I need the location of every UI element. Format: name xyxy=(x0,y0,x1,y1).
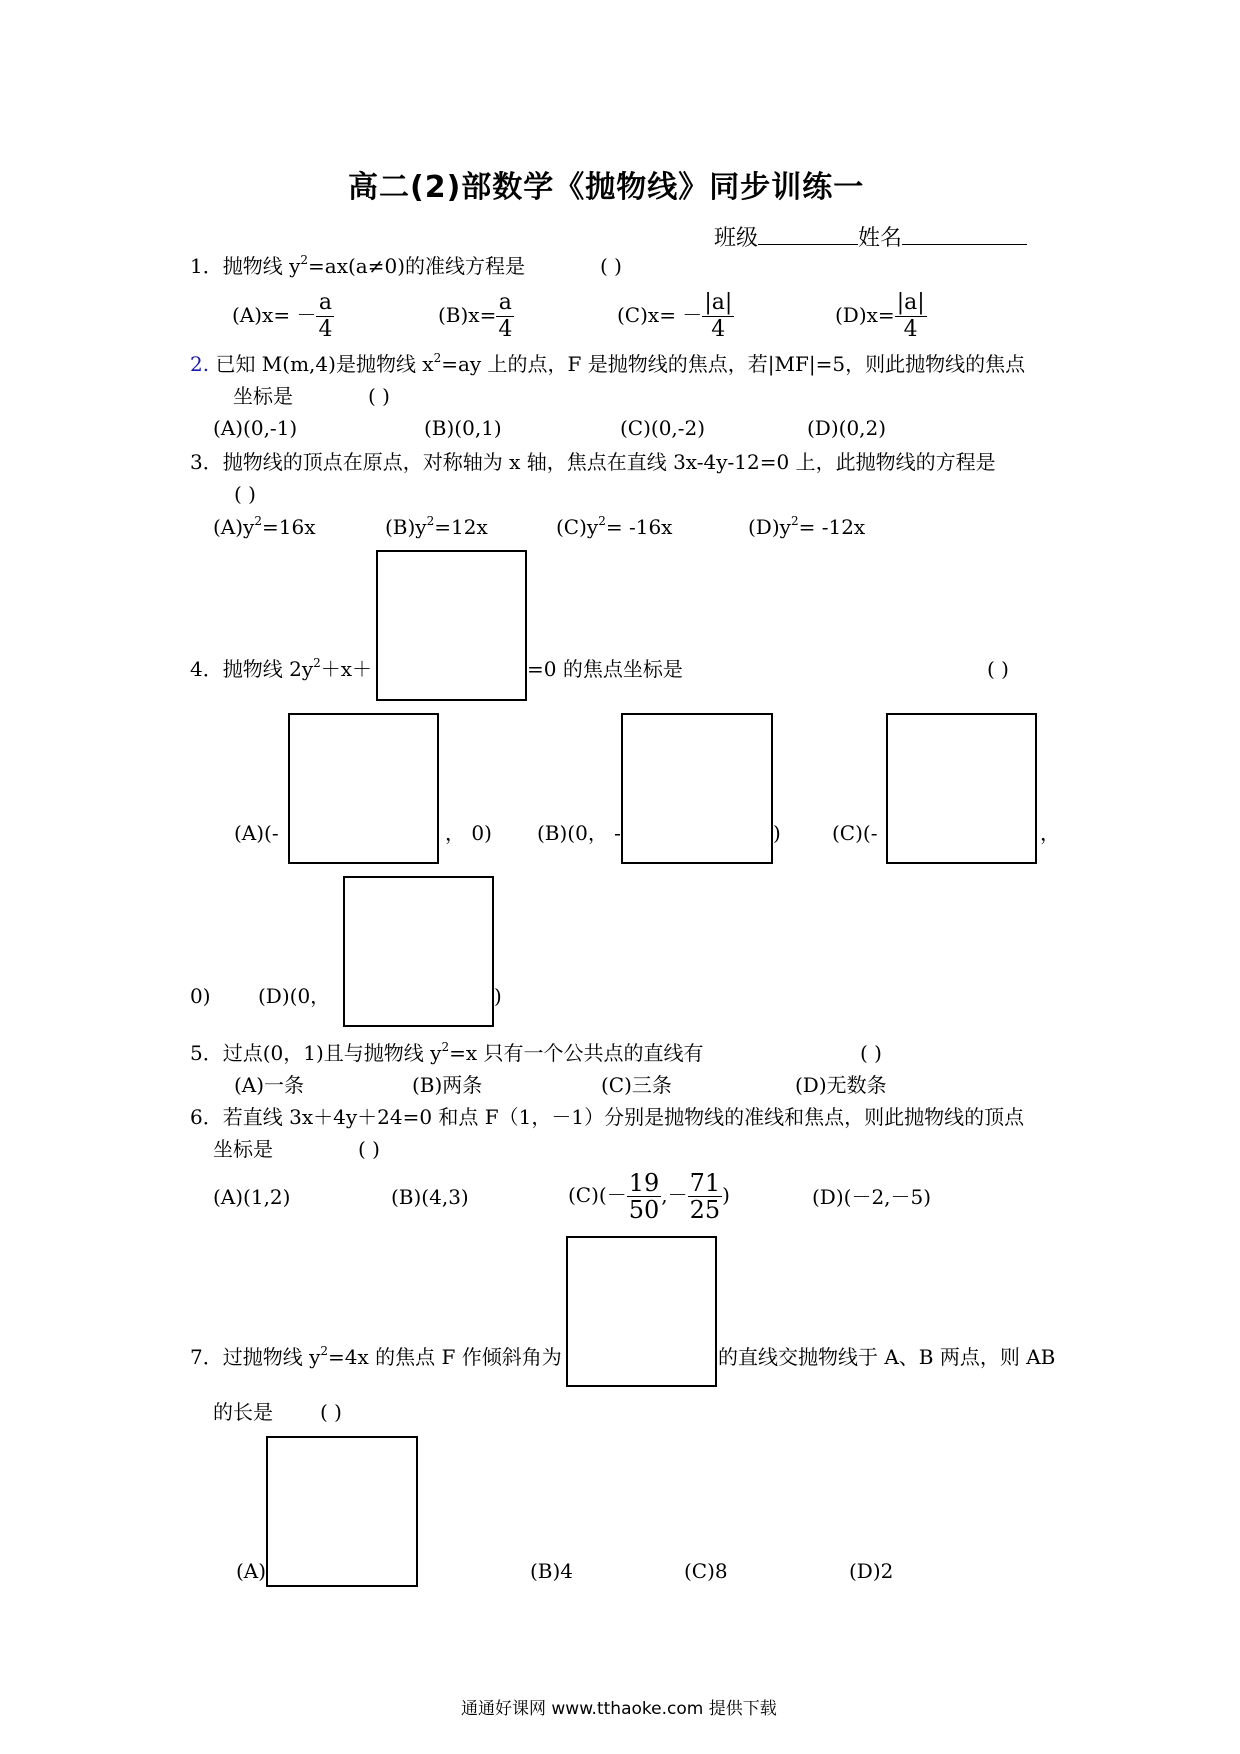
q7-option-c[interactable]: (C)8 xyxy=(684,1559,728,1583)
q3-option-b[interactable]: $(B)y^2=12x$ xyxy=(385,514,488,539)
q4-option-b-suffix: ) xyxy=(773,821,781,845)
q4-option-d-prefix[interactable]: (D)(0， xyxy=(258,984,331,1008)
question-1-stem: 1．抛物线 $y^2=ax(a\ne 0)$的准线方程是 xyxy=(190,253,526,278)
fraction: $\frac{|a|}{4}$ xyxy=(704,290,733,342)
placeholder-box xyxy=(343,876,494,1027)
fraction: $\frac{a}{4}$ xyxy=(498,290,513,342)
fraction: $\frac{19}{50}$ xyxy=(628,1169,660,1224)
question-number: 5． xyxy=(190,1041,223,1065)
question-number: 2. xyxy=(190,352,210,376)
name-label: 姓名 xyxy=(858,226,903,251)
question-6-stem: 6．若直线 3x＋4y＋24=0 和点 F（1，－1）分别是抛物线的准线和焦点，则此抛物线的顶点 xyxy=(190,1105,1025,1129)
q7-option-b[interactable]: (B)4 xyxy=(530,1559,574,1583)
class-blank[interactable] xyxy=(758,222,858,245)
q1-option-c[interactable]: (C)x= － $\frac{|a|}{4}$ xyxy=(617,290,733,342)
placeholder-box xyxy=(266,1436,418,1587)
answer-paren: ( ) xyxy=(600,254,622,278)
q6-option-c[interactable]: (C)(－ $\frac{19}{50}$ ,－ $\frac{71}{25}$ ) xyxy=(568,1169,730,1224)
q3-option-c[interactable]: $(C)y^2= -16x$ xyxy=(556,514,673,539)
q6-option-d[interactable]: (D)(－2,－5) xyxy=(812,1185,932,1209)
question-3-stem: 3．抛物线的顶点在原点，对称轴为 x 轴，焦点在直线 3x-4y-12=0 上，此抛物线的方程是 xyxy=(190,450,996,474)
q4-option-c-tail: 0) xyxy=(190,984,211,1008)
name-blank[interactable] xyxy=(902,222,1027,245)
question-7-stem: 7．过抛物线 $y^2=4x$ 的焦点 F 作倾斜角为 xyxy=(190,1344,562,1369)
fraction: $\frac{a}{4}$ xyxy=(318,290,333,342)
q1-option-a[interactable]: (A)x= － $\frac{a}{4}$ xyxy=(232,290,333,342)
q4-option-b-prefix[interactable]: (B)(0， - xyxy=(537,821,621,845)
answer-paren: ( ) xyxy=(358,1137,380,1161)
placeholder-box xyxy=(886,713,1037,864)
question-6-stem-line2: 坐标是 xyxy=(213,1137,273,1161)
q3-option-a[interactable]: $(A)y^2=16x$ xyxy=(213,514,316,539)
q4-option-d-suffix: ) xyxy=(494,984,502,1008)
answer-paren: ( ) xyxy=(320,1400,342,1424)
placeholder-box xyxy=(288,713,439,864)
question-number: 6． xyxy=(190,1105,223,1129)
q2-option-c[interactable]: (C)(0,-2) xyxy=(620,416,706,440)
q4-option-a-prefix[interactable]: (A)(- xyxy=(234,821,279,845)
answer-paren: ( ) xyxy=(987,657,1009,681)
q7-option-d[interactable]: (D)2 xyxy=(849,1559,894,1583)
page-title: 高二(2)部数学《抛物线》同步训练一 xyxy=(348,170,865,205)
q5-option-d[interactable]: (D)无数条 xyxy=(795,1073,887,1097)
answer-paren: ( ) xyxy=(860,1041,882,1065)
answer-paren: ( ) xyxy=(368,384,390,408)
q2-option-a[interactable]: (A)(0,-1) xyxy=(213,416,298,440)
question-number: 7． xyxy=(190,1345,223,1369)
placeholder-box xyxy=(621,713,773,864)
question-4-stem: 4．抛物线 $2y^2+x+$ xyxy=(190,656,373,681)
question-2-stem-line2: 坐标是 xyxy=(233,384,293,408)
question-4-stem-tail: =0 的焦点坐标是 xyxy=(527,657,683,681)
class-name-line xyxy=(714,222,1027,250)
q1-option-b[interactable]: (B)x= $\frac{a}{4}$ xyxy=(438,290,513,342)
placeholder-box xyxy=(376,550,527,701)
question-2-stem: 2. 已知 M(m,4)是抛物线 $x^2=ay$ 上的点，F 是抛物线的焦点，若|MF|=5，则此抛物线的焦点 xyxy=(190,351,1026,376)
q4-option-c-prefix[interactable]: (C)(- xyxy=(832,821,878,845)
q4-option-c-suffix: ， xyxy=(1040,821,1060,845)
q7-option-a[interactable]: (A) xyxy=(236,1559,267,1583)
q3-option-d[interactable]: $(D)y^2= -12x$ xyxy=(748,514,866,539)
fraction: $\frac{|a|}{4}$ xyxy=(896,290,925,342)
question-number: 3． xyxy=(190,450,223,474)
q1-option-d[interactable]: (D)x= $\frac{|a|}{4}$ xyxy=(835,290,925,342)
footer-text: 通通好课网 www.tthaoke.com 提供下载 xyxy=(461,1699,777,1719)
q5-option-b[interactable]: (B)两条 xyxy=(412,1073,483,1097)
answer-paren: ( ) xyxy=(234,482,256,506)
q6-option-b[interactable]: (B)(4,3) xyxy=(391,1185,469,1209)
question-number: 1． xyxy=(190,254,223,278)
q2-option-d[interactable]: (D)(0,2) xyxy=(807,416,887,440)
q2-option-b[interactable]: (B)(0,1) xyxy=(424,416,502,440)
q5-option-a[interactable]: (A)一条 xyxy=(234,1073,305,1097)
question-7-stem-line2: 的长是 xyxy=(213,1400,273,1424)
question-number: 4． xyxy=(190,657,223,681)
question-7-stem-tail: 的直线交抛物线于 A、B 两点，则 AB xyxy=(718,1345,1056,1369)
class-label: 班级 xyxy=(714,226,759,251)
question-5-stem: 5．过点(0，1)且与抛物线 $y^2=x$ 只有一个公共点的直线有 xyxy=(190,1040,704,1065)
fraction: $\frac{71}{25}$ xyxy=(689,1169,721,1224)
placeholder-box xyxy=(566,1236,717,1387)
q5-option-c[interactable]: (C)三条 xyxy=(601,1073,672,1097)
q4-option-a-suffix: ， 0) xyxy=(445,821,492,845)
q6-option-a[interactable]: (A)(1,2) xyxy=(213,1185,291,1209)
